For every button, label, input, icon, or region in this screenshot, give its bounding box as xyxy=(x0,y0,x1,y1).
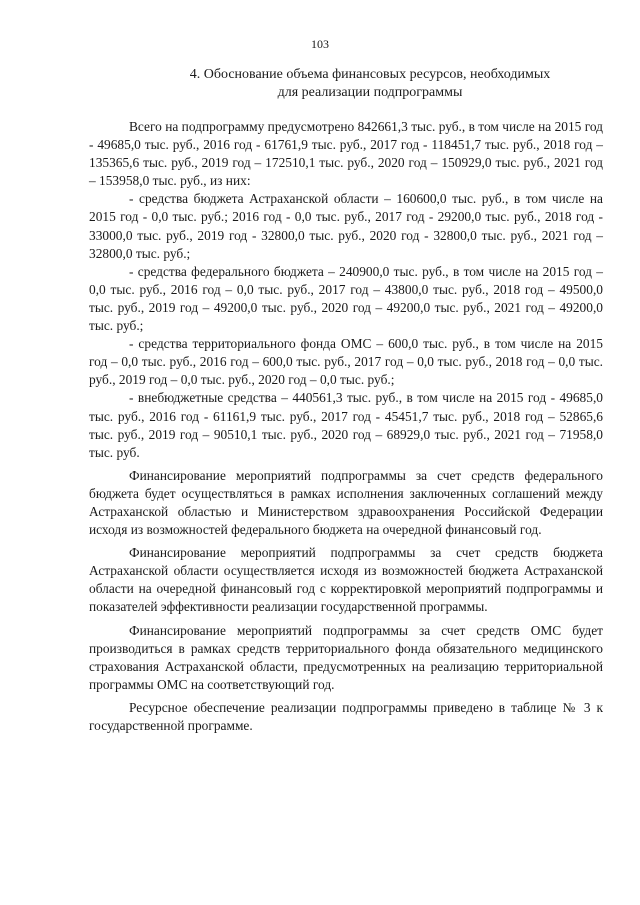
paragraph-regional-budget: - средства бюджета Астраханской области – 160600,0 тыс. руб., в том числе на 2015 год - 0,0 тыс. руб.; 2016 год - 0,0 тыс. руб., 2017 год - 29200,0 тыс. руб., 2018 год - 33000,0 тыс. руб., 2019 год - 32800,0 тыс. руб., 2020 год - 32800,0 тыс. руб., 2021 год – 32800,0 тыс. руб.; xyxy=(89,191,603,261)
paragraph-oms-financing: Финансирование мероприятий подпрограммы за счет средств ОМС будет производиться в рамках средств территориального фонда обязательного медицинского страхования Астраханской области, предусмотренных на реализацию территориальной программы ОМС на соответствующий год. xyxy=(89,622,603,692)
page-number: 103 xyxy=(311,37,329,51)
paragraph-oms-fund: - средства территориального фонда ОМС – 600,0 тыс. руб., в том числе на 2015 год – 0,0 тыс. руб., 2016 год – 600,0 тыс. руб., 2017 год – 0,0 тыс. руб., 2018 год – 0,0 тыс. руб., 2019 год – 0,0 тыс. руб., 2020 год – 0,0 тыс. руб.; xyxy=(89,336,603,388)
paragraph-resource-reference: Ресурсное обеспечение реализации подпрограммы приведено в таблице № 3 к государственной программе. xyxy=(89,699,603,733)
paragraph-federal-financing: Финансирование мероприятий подпрограммы за счет средств федерального бюджета будет осуществляться в рамках исполнения заключенных соглашений между Астраханской областью и Министерством здравоохранения Российской Федерации исходя из возможностей федерального бюджета на очередной финансовый год. xyxy=(89,467,603,538)
section-heading xyxy=(150,66,590,102)
paragraph-total-funding: Всего на подпрограмму предусмотрено 842661,3 тыс. руб., в том числе на 2015 год - 49685,0 тыс. руб., 2016 год - 61761,9 тыс. руб., 2017 год - 118451,7 тыс. руб., 2018 год – 135365,6 тыс. руб., 2019 год – 172510,1 тыс. руб., 2020 год – 150929,0 тыс. руб., 2021 год – 153958,0 тыс. руб., из них: xyxy=(89,119,603,189)
paragraph-extra-budget: - внебюджетные средства – 440561,3 тыс. руб., в том числе на 2015 год - 49685,0 тыс. руб., 2016 год - 61161,9 тыс. руб., 2017 год - 45451,7 тыс. руб., 2018 год – 52865,6 тыс. руб., 2019 год – 90510,1 тыс. руб., 2020 год – 68929,0 тыс. руб., 2021 год – 71958,0 тыс. руб. xyxy=(89,390,603,460)
paragraph-federal-budget: - средства федерального бюджета – 240900,0 тыс. руб., в том числе на 2015 год – 0,0 тыс. руб., 2016 год – 0,0 тыс. руб., 2017 год – 43800,0 тыс. руб., 2018 год – 49500,0 тыс. руб., 2019 год – 49200,0 тыс. руб., 2020 год – 49200,0 тыс. руб., 2021 год – 49200,0 тыс. руб.; xyxy=(89,263,603,334)
paragraph-regional-financing: Финансирование мероприятий подпрограммы за счет средств бюджета Астраханской области осуществляется исходя из возможностей бюджета Астраханской области на очередной финансовый год с корректировкой мероприятий подпрограммы и показателей эффективности реализации государственной программы. xyxy=(89,545,603,615)
section-heading-line-1: 4. Обоснование объема финансовых ресурсов, необходимых xyxy=(189,67,551,82)
section-heading-line-2: для реализации подпрограммы xyxy=(277,85,463,100)
document-body xyxy=(89,118,603,735)
